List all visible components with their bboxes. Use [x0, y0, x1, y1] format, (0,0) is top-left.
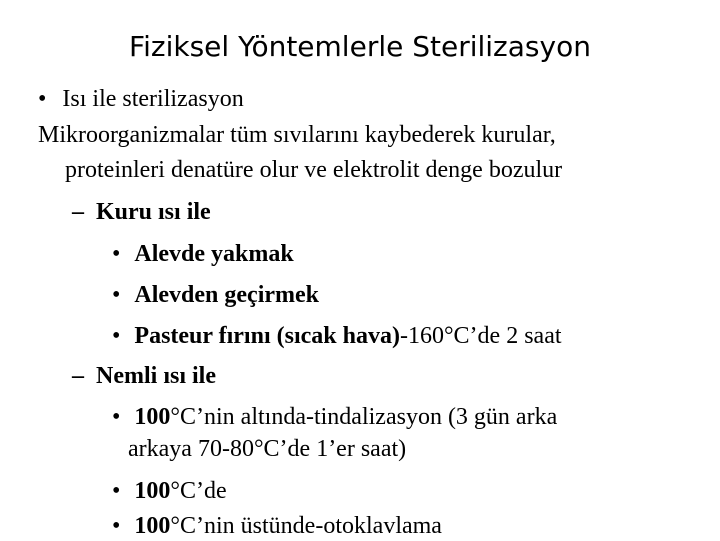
dry-heat-item-bold: Alevden geçirmek — [134, 282, 320, 308]
bullet-icon: • — [112, 241, 121, 267]
moist-heat-item-detail: °C’de — [170, 478, 227, 504]
bullet-icon: • — [112, 404, 121, 430]
dry-heat-item-bold: Alevde yakmak — [134, 241, 294, 267]
dry-heat-item-bold: Pasteur fırını (sıcak hava) — [134, 323, 400, 349]
dash-icon: – — [72, 199, 84, 225]
moist-heat-item-detail: °C’nin altında-tindalizasyon (3 gün arka — [170, 404, 558, 430]
description-line-2: proteinleri denatüre olur ve elektrolit denge bozulur — [65, 157, 563, 183]
bullet-icon: • — [38, 86, 47, 112]
bullet-icon: • — [112, 513, 121, 539]
dry-heat-heading: Kuru ısı ile — [96, 199, 211, 225]
dry-heat-item — [112, 240, 294, 269]
moist-heat-item-detail: °C’nin üstünde-otoklavlama — [170, 513, 442, 539]
moist-heat-item-bold: 100 — [134, 404, 171, 430]
moist-heat-item-bold: 100 — [134, 478, 171, 504]
moist-heat-item — [112, 403, 557, 432]
dry-heat-item — [112, 322, 562, 351]
main-bullet-line — [38, 85, 244, 114]
bullet-icon: • — [112, 478, 121, 504]
slide-title: Fiziksel Yöntemlerle Sterilizasyon — [129, 30, 591, 63]
moist-heat-item-continuation: arkaya 70-80°C’de 1’er saat) — [128, 436, 407, 462]
dash-icon: – — [72, 363, 84, 389]
moist-heat-item — [112, 477, 227, 506]
bullet-icon: • — [112, 323, 121, 349]
moist-heat-item-bold: 100 — [134, 513, 171, 539]
description-line-1: Mikroorganizmalar tüm sıvılarını kaybederek kurular, — [38, 122, 556, 148]
moist-heat-heading-line — [72, 362, 216, 391]
dry-heat-item-detail: -160°C’de 2 saat — [399, 323, 562, 349]
bullet-icon: • — [112, 282, 121, 308]
dry-heat-heading-line — [72, 198, 211, 227]
dry-heat-item — [112, 281, 319, 310]
moist-heat-item — [112, 512, 442, 541]
moist-heat-heading: Nemli ısı ile — [96, 363, 216, 389]
main-bullet-text: Isı ile sterilizasyon — [62, 86, 244, 112]
